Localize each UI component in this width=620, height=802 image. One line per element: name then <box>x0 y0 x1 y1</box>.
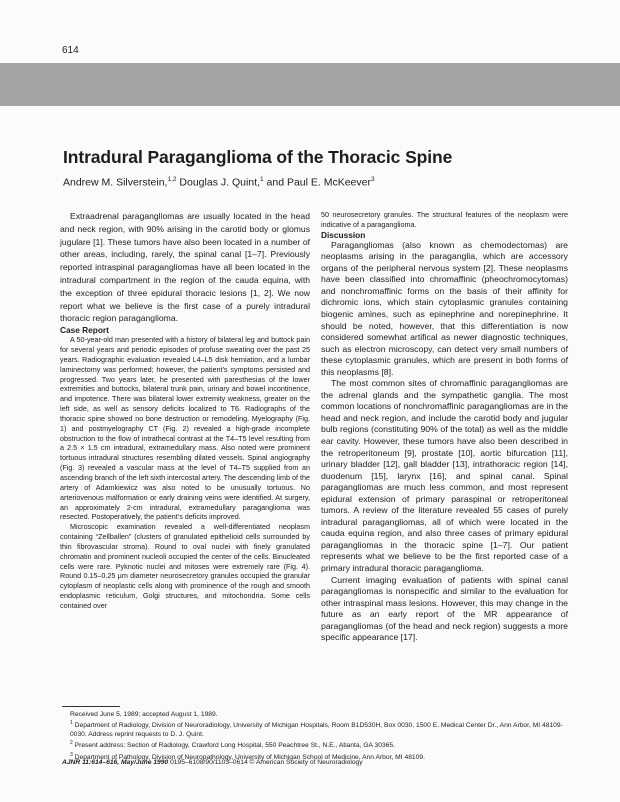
author-list <box>63 176 375 189</box>
author-affiliation: 1,2 <box>167 176 177 183</box>
footnotes <box>62 711 572 762</box>
case-report-heading: Case Report <box>60 325 109 336</box>
left-column <box>60 210 310 611</box>
discussion-heading: Discussion <box>321 229 366 240</box>
discussion-paragraph: Paragangliomas (also known as chemodectomas) are neoplasms arising in the paraganglia, which are accessory organs of the peripheral nervous system [2]. These neoplasms have been classified into chromaffinic (pheochromocytomas) and nonchromaffinic forms on the basis of their affinity for dichromic ions, which stain cytoplasmic granules containing biogenic amines, such as epinephrine and norepinephrine. It should be noted, however, that this differentiation is now considered somewhat artifical as newer diagnostic techniques, such as electron microscopy, can detect very small numbers of these cytoplasmic granules, which are present in both forms of this neoplasms [8]. <box>321 239 568 377</box>
case-report-paragraph: Microscopic examination revealed a well-differentiated neoplasm containing “Zellballen” (clusters of granulated epithelioid cells surrounded by thin fibrovascular stroma). Round to oval nuclei with finely granulated chromatin and prominent nucleoli occupied the center of the cells. Binucleated cells were rare. Pyknotic nuclei and mitoses were extremely rare (Fig. 4). Round 0.15–0.25 μm diameter neurosecretory granules occupied the granular cytoplasm of neoplastic cells along with prominence of the rough and smooth endoplasmic reticulum, Golgi structures, and mitochondria. Some cells contained over <box>60 522 310 610</box>
discussion-paragraph: The most common sites of chromaffinic paragangliomas are the adrenal glands and the sympathetic ganglia. The most common locations of nonchromaffinic paragangliomas are in the head and neck region, and include the carotid body and jugular bulb regions (constituting 90% of the total) as well as the middle ear cavity. However, these tumors have also been described in the retroperitoneum [9], prostate [10], aortic bifurcation [11], urinary bladder [12], gall bladder [13], intrathoracic region [14], duodenum [15], larynx [16], and spinal canal. Spinal paragangliomas are much less common, and most represent epidural extension of primary paraspinal or retroperitoneal tumors. A review of the literature revealed 55 cases of purely intradural paragangliomas, all of which were located in the cauda equina region, and also three cases of primary epidural paragangliomas in the thoracic spine [1–7]. Our patient represents what we believe to be the first reported case of a primary intradural thoracic paraganglioma. <box>321 378 568 573</box>
footnote-item <box>62 739 572 751</box>
article-title: Intradural Paraganglioma of the Thoracic Spine <box>63 147 453 167</box>
author-name: and Paul E. McKeever <box>266 176 371 189</box>
journal-reference: AJNR 11:614–616, May/June 1990 <box>62 759 169 766</box>
received-note: Received June 5, 1989; accepted August 1, 1989. <box>70 711 218 718</box>
footnote-number: 1 <box>70 720 73 727</box>
author-affiliation: 1 <box>259 176 264 183</box>
footnote-text: Department of Radiology, Division of Neuroradiology, University of Michigan Hospitals, Room B1D530H, Box 0030, 1500 E. Medical Center Dr., Ann Arbor, MI 48109-0030. Address reprint requests to D. J. Quint. <box>70 722 563 738</box>
case-report-continuation: 50 neurosecretory granules. The structural features of the neoplasm were indicative of a paraganglioma. <box>321 210 568 229</box>
footnote-number: 3 <box>70 751 73 758</box>
header-band <box>0 63 620 106</box>
journal-citation <box>62 759 363 766</box>
footnote-rule <box>62 706 120 707</box>
author-name: Douglas J. Quint, <box>179 176 260 189</box>
copyright-line: 0195–6108/90/1103–0614 © American Society of Neuroradiology <box>170 759 363 766</box>
author-affiliation: 3 <box>371 176 375 183</box>
footnote-number: 2 <box>70 740 73 747</box>
abstract-paragraph: Extraadrenal paragangliomas are usually located in the head and neck region, with 90% arising in the carotid body or glomus jugulare [1]. These tumors have also been located in a number of other areas, including, rarely, the spinal canal [1–7]. Previously reported intraspinal paragangliomas have all been located in the intradural compartment in the region of the cauda equina, with the exception of three epidural thoracic lesions [1, 2]. We now report what we believe is the first case of a purely intradural thoracic region paraganglioma. <box>60 211 310 324</box>
footnote-item <box>62 719 572 739</box>
author-name: Andrew M. Silverstein, <box>63 176 168 189</box>
discussion-paragraph: Current imaging evaluation of patients with spinal canal paragangliomas is nonspecific and similar to the evaluation for other intraspinal mass lesions. However, this may change in the future as an early report of the MR appearance of paragangliomas (of the head and neck region) suggests a more specific appearance [17]. <box>321 574 568 643</box>
case-report-paragraph: A 50-year-old man presented with a history of bilateral leg and buttock pain for several years and periodic episodes of profuse sweating over the past 25 years. Radiographic evaluation revealed L4–L5 disk herniation, and a lumbar laminectomy was performed; however, the patient’s symptoms persisted and progressed. Two years later, he presented with paresthesias of the lower extremities and buttocks, bilateral trunk pain, urinary and bowel incontinence, and impotence. There was bilateral lower extremity weakness, greater on the left side, as well as sensory deficits localized to T6. Radiographs of the thoracic spine showed no bone destruction or remodeling. Myelography (Fig. 1) and postmyelography CT (Fig. 2) revealed a high-grade incomplete obstruction to the flow of intrathecal contrast at the T4–T5 level resulting from a 2.5 × 1.5 cm intradural, extramedullary mass. Also noted were prominent tortuous intradural structures resembling dilated vessels. Spinal angiography (Fig. 3) revealed a vascular mass at the level of T4–T5 supplied from an ascending branch of the left sixth intercostal artery. The descending limb of the artery of Adamkiewicz was also noted to be unusually tortuous. No arteriovenous malformation or early draining veins were identified. At surgery, an approximately 2-cm intradural, extramedullary paraganglioma was resected. Postoperatively, the patient’s deficits improved. <box>60 335 310 522</box>
footnote-text: Department of Pathology, Division of Neuropathology, University of Michigan School of Medicine, Ann Arbor, MI 48109. <box>74 753 425 761</box>
page-number: 614 <box>62 45 79 56</box>
right-column <box>321 210 568 644</box>
footnote-text: Present address: Section of Radiology, Crawford Long Hospital, 550 Peachtree St., N.E., Atlanta, GA 30365. <box>74 742 395 750</box>
